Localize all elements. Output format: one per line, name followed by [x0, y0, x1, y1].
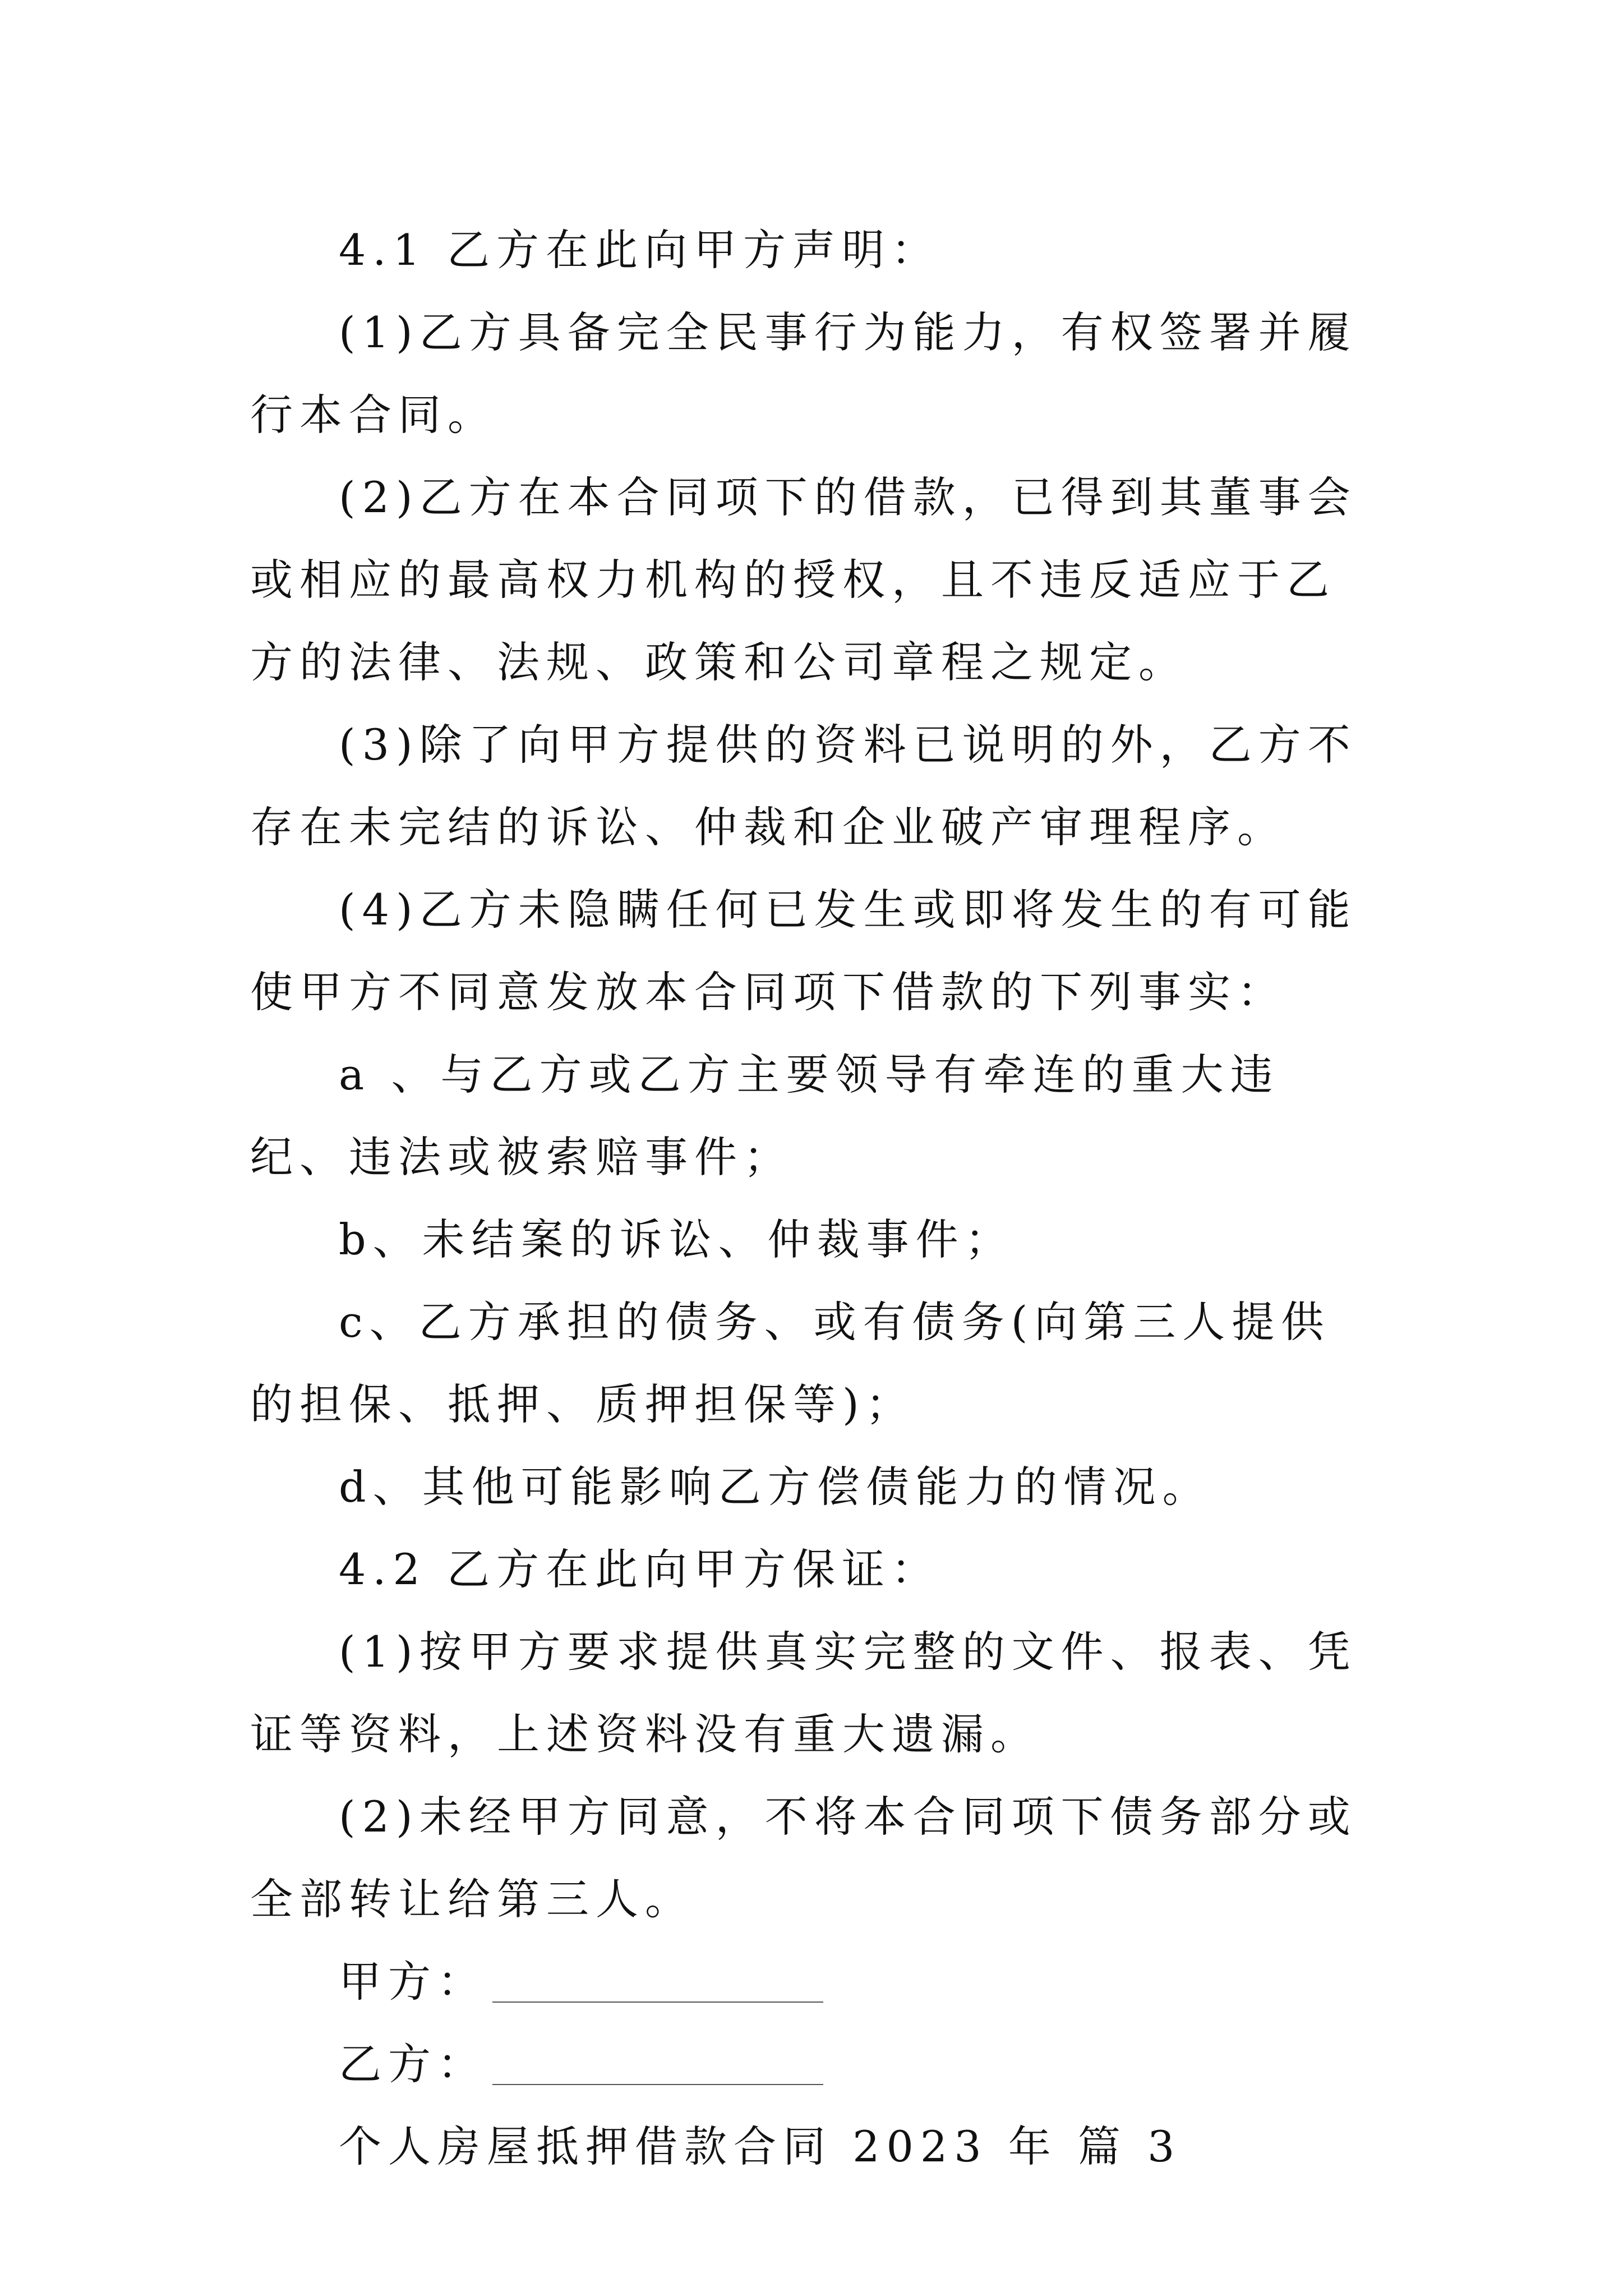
clause-4-1-item-4: (4)乙方未隐瞒任何已发生或即将发生的有可能使甲方不同意发放本合同项下借款的下列事实： [250, 885, 1357, 1017]
party-b-signature-row [250, 2023, 1372, 2105]
clause-4-1-item-4-b: b、未结案的诉讼、仲裁事件； [339, 1214, 1015, 1264]
clause-4-1-item-4-c: c、乙方承担的债务、或有债务(向第三人提供的担保、抵押、质押担保等)； [250, 1297, 1331, 1429]
clause-4-2-item-1: (1)按甲方要求提供真实完整的文件、报表、凭证等资料，上述资料没有重大遗漏。 [250, 1627, 1357, 1759]
document-body [250, 209, 1372, 2188]
party-a-label: 甲方： [339, 1957, 487, 2007]
clause-4-1-item-3: (3)除了向甲方提供的资料已说明的外，乙方不存在未完结的诉讼、仲裁和企业破产审理程序。 [250, 720, 1357, 852]
party-b-signature-line [492, 2084, 823, 2085]
clause-4-1-item-4-d: d、其他可能影响乙方偿债能力的情况。 [339, 1462, 1212, 1512]
clause-4-1-item-1: (1)乙方具备完全民事行为能力，有权签署并履行本合同。 [250, 307, 1357, 440]
party-a-signature-line [492, 2001, 823, 2003]
party-a-signature-row [250, 1940, 1372, 2023]
clause-4-1-item-2: (2)乙方在本合同项下的借款，已得到其董事会或相应的最高权力机构的授权，且不违反适应于乙方的法律、法规、政策和公司章程之规定。 [250, 472, 1357, 687]
clause-4-2-item-2: (2)未经甲方同意，不将本合同项下债务部分或全部转让给第三人。 [250, 1792, 1357, 1924]
clause-4-2-heading: 4.2 乙方在此向甲方保证： [339, 1544, 941, 1594]
clause-4-1-item-4-a: a 、与乙方或乙方主要领导有牵连的重大违纪、违法或被索赔事件； [250, 1050, 1280, 1182]
party-b-label: 乙方： [339, 2039, 487, 2089]
clause-4-1-heading: 4.1 乙方在此向甲方声明： [339, 225, 941, 275]
section-heading: 个人房屋抵押借款合同 2023 年 篇 3 [339, 2122, 1182, 2171]
